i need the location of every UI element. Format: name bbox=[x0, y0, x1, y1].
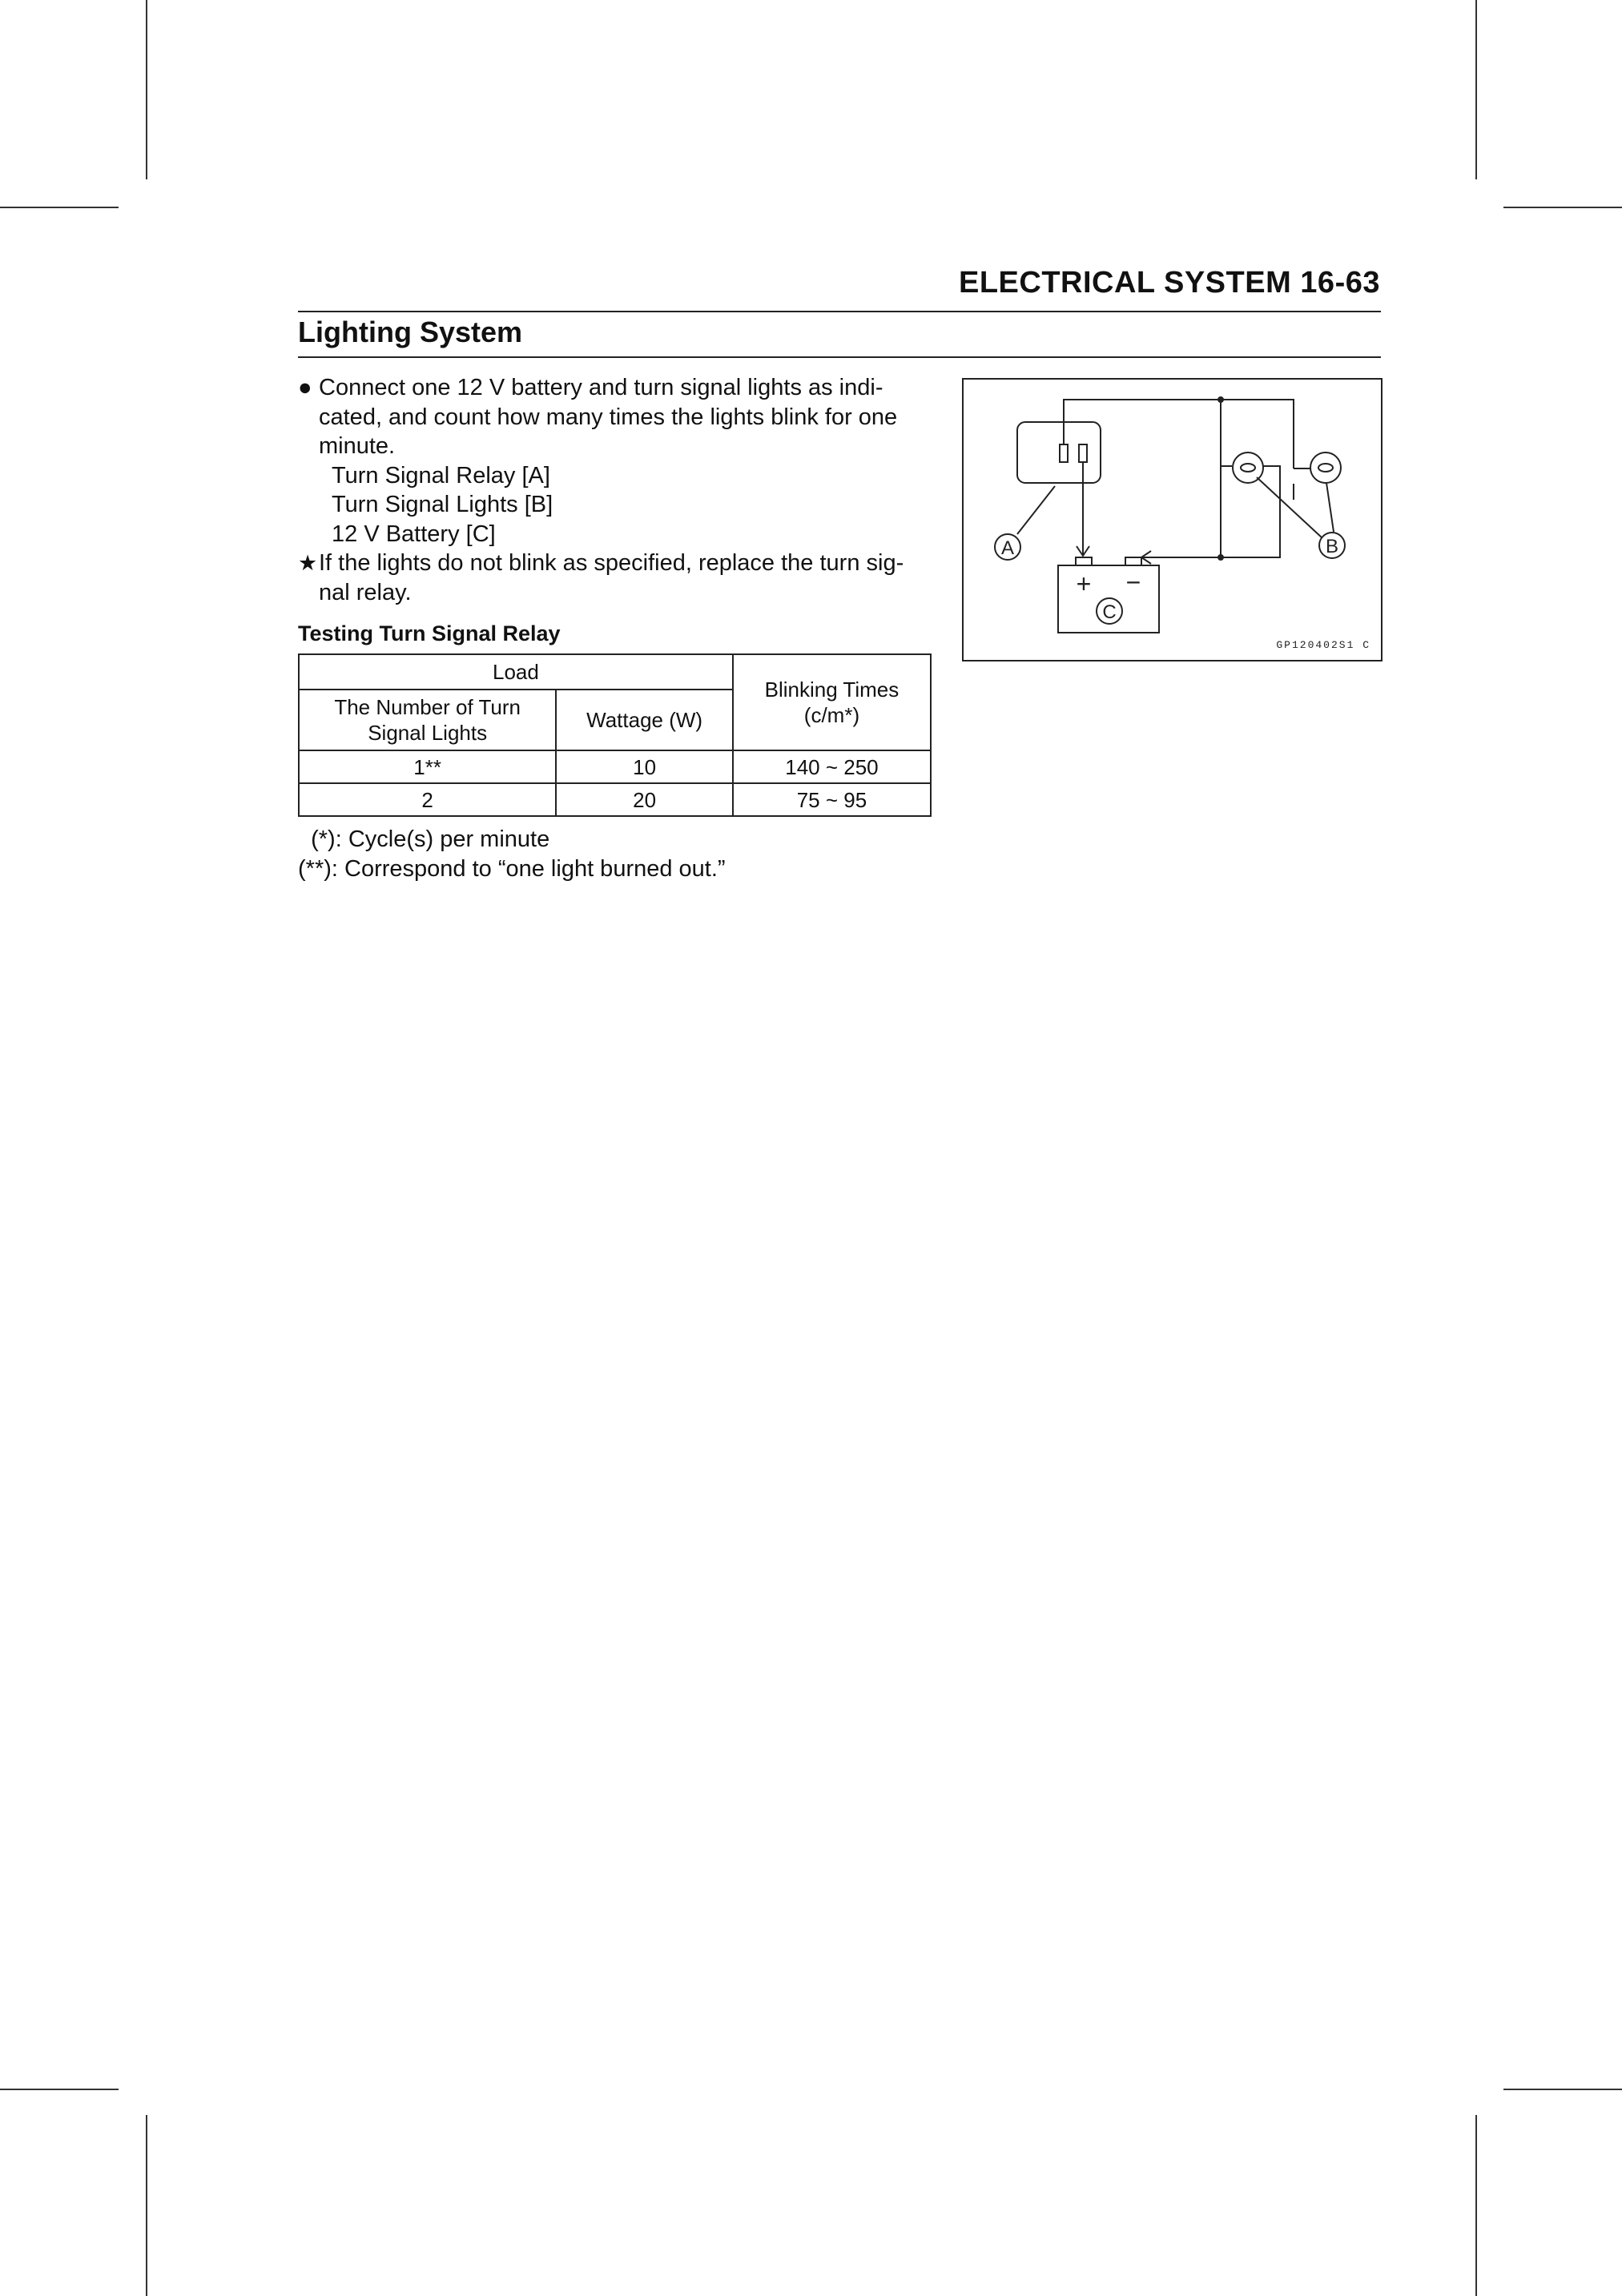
crop-mark bbox=[1503, 207, 1622, 208]
cell-wattage: 20 bbox=[556, 783, 733, 816]
leader-line bbox=[1017, 486, 1055, 534]
page-header-title: ELECTRICAL SYSTEM 16-63 bbox=[958, 266, 1380, 300]
wiring-diagram-svg bbox=[964, 380, 1381, 660]
section-title: Lighting System bbox=[298, 316, 523, 348]
header-number-of-lights: The Number of Turn Signal Lights bbox=[299, 690, 556, 750]
battery-plus-sign: + bbox=[1076, 569, 1092, 598]
table-row bbox=[299, 783, 931, 816]
crop-mark bbox=[1475, 0, 1477, 179]
wire bbox=[1221, 466, 1280, 557]
bulb-filament bbox=[1318, 464, 1333, 472]
table-row bbox=[299, 750, 931, 783]
crop-mark bbox=[1503, 2089, 1622, 2090]
star-paragraph bbox=[298, 549, 931, 607]
battery-minus-terminal bbox=[1125, 557, 1141, 565]
wire bbox=[1221, 400, 1232, 466]
label-b: B bbox=[1325, 536, 1339, 557]
label-a: A bbox=[1000, 537, 1015, 559]
table-caption: Testing Turn Signal Relay bbox=[298, 621, 561, 645]
header-blinking-times: Blinking Times (c/m*) bbox=[733, 654, 931, 750]
instruction-text bbox=[298, 373, 931, 607]
relay-terminal bbox=[1060, 444, 1068, 462]
relay-terminal bbox=[1079, 444, 1087, 462]
note-line: (*): Cycle(s) per minute bbox=[298, 826, 550, 852]
turn-signal-light bbox=[1310, 452, 1341, 483]
header-load: Load bbox=[299, 654, 733, 690]
label-line: Turn Signal Lights [B] bbox=[332, 492, 553, 517]
section-rule bbox=[298, 356, 1381, 358]
crop-mark bbox=[1475, 2115, 1477, 2296]
battery-plus-terminal bbox=[1076, 557, 1092, 565]
bullet-icon: ● bbox=[298, 375, 312, 400]
label-line: 12 V Battery [C] bbox=[332, 521, 496, 547]
figure-code: GP120402S1 C bbox=[1276, 639, 1370, 651]
table-notes bbox=[298, 825, 726, 883]
wiring-diagram bbox=[962, 378, 1383, 661]
cell-number: 1** bbox=[299, 750, 556, 783]
crop-mark bbox=[0, 207, 119, 208]
crop-mark bbox=[146, 2115, 147, 2296]
label-line: Turn Signal Relay [A] bbox=[332, 462, 550, 489]
text-line: cated, and count how many times the lights blink for one bbox=[319, 404, 898, 430]
battery-minus-sign: − bbox=[1125, 568, 1141, 597]
star-icon: ★ bbox=[298, 551, 318, 575]
cell-blinking: 75 ~ 95 bbox=[733, 783, 931, 816]
label-c: C bbox=[1102, 601, 1117, 623]
text-line: If the lights do not blink as specified, replace the turn sig- bbox=[319, 550, 904, 576]
text-line: nal relay. bbox=[319, 579, 412, 605]
leader-line bbox=[1257, 477, 1322, 538]
header-rule bbox=[298, 311, 1381, 312]
bullet-paragraph bbox=[298, 373, 931, 461]
cell-number: 2 bbox=[299, 783, 556, 816]
spec-table bbox=[298, 653, 932, 817]
cell-blinking: 140 ~ 250 bbox=[733, 750, 931, 783]
header-wattage: Wattage (W) bbox=[556, 690, 733, 750]
crop-mark bbox=[146, 0, 147, 179]
crop-mark bbox=[0, 2089, 119, 2090]
bulb-filament bbox=[1241, 464, 1255, 472]
cell-wattage: 10 bbox=[556, 750, 733, 783]
junction-dot bbox=[1218, 397, 1223, 402]
text-line: Connect one 12 V battery and turn signal lights as indi- bbox=[319, 375, 883, 400]
note-line: (**): Correspond to “one light burned out.” bbox=[298, 855, 726, 882]
text-line: minute. bbox=[319, 433, 396, 459]
leader-line bbox=[1326, 483, 1334, 532]
